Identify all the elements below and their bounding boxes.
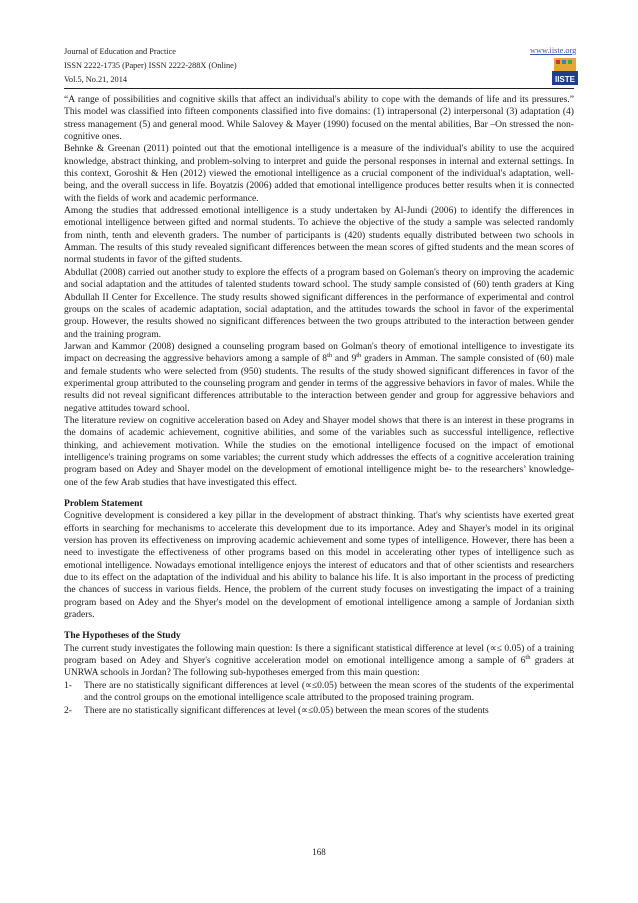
iiste-logo: [552, 58, 578, 85]
hypothesis-1-number: 1-: [64, 679, 72, 691]
paragraph-7: Cognitive development is considered a key pillar in the development of abstract thinking. That's why scientists have exerted great efforts in searching for mechanisms to accelerate this development due to its importance. Adey and Shayer's model in its original version has proven its effectiveness on improving academic achievement and some types of intelligence. However, there has been a need to investigate the effectiveness of other programs based on this model in accelerating other types of intelligence such as emotional intelligence. Nowadays emotional intelligence enjoys the interest of educators and that of other scientists and researchers due to its effect on the adaptation of the individual and his ability to balance his life. It is also important in the process of predicting the chances of success in various fields. Hence, the problem of the current study focuses on investigating the impact of a training program based on Adey and the Shyer's model on the development of emotional intelligence among a sample of Jordanian sixth graders.: [64, 510, 574, 621]
article-body: [64, 94, 574, 717]
paragraph-5: Jarwan and Kammor (2008) designed a counseling program based on Golman's theory of emotional intelligence to investigate its impact on decreasing the aggressive behaviors among a sample of 8th and 9th graders in Amman. The sample consisted of (60) male and female students who were selected from (950) students. The results of the study showed significant differences in favor of the experimental group attributed to the counseling program and gender in terms of the aggressive behaviors in favor of males. While the results did not reveal significant differences attributable to the interaction between gender and group for aggressive behaviors and negative attitudes toward school.: [64, 340, 574, 414]
heading-problem-statement: Problem Statement: [64, 498, 143, 509]
page-number: 168: [312, 847, 326, 857]
header-rule: [64, 88, 574, 89]
issn-line: ISSN 2222-1735 (Paper) ISSN 2222-288X (Online): [64, 61, 237, 70]
paragraph-4: Abdullat (2008) carried out another study to explore the effects of a program based on Goleman's theory on improving the academic and social adaptation and the attitudes of talented students toward school. The study sample consisted of (60) tenth graders at King Abdullah II Center for Excellence. The study results showed significant differences in the performance of experimental and control groups on the scales of academic adaptation, social adaptation, and the attitudes towards the school in favor of the experimental group. However, the results showed no significant differences between the two groups attributed to the interaction between gender and the training program.: [64, 266, 574, 340]
paragraph-3: Among the studies that addressed emotional intelligence is a study undertaken by Al-Jundi (2006) to identify the differences in emotional intelligence between gifted and normal students. To achieve the objective of the study a sample was selected randomly from ninth, tenth and eleventh graders. The number of participants is (420) students equally distributed between two schools in Amman. The results of this study revealed significant differences between the mean scores of gifted students and the mean scores of normal students in favor of the gifted students.: [64, 205, 574, 266]
paragraph-2: Behnke & Greenan (2011) pointed out that the emotional intelligence is a measure of the individual's ability to use the acquired knowledge, abstract thinking, and problem-solving to interpret and guide the personal responses in internal and external settings. In this context, Goroshit & Hen (2012) viewed the emotional intelligence as a crucial component of the individual's adaptation, well-being, and the overall success in life. Boyatzis (2006) added that emotional intelligence produces better results when it is connected with the fields of work and academic performance.: [64, 143, 574, 204]
journal-title: Journal of Education and Practice: [64, 47, 176, 56]
heading-hypotheses: The Hypotheses of the Study: [64, 630, 181, 642]
hypothesis-2: [64, 705, 574, 717]
hypothesis-2-text: There are no statistically significant differences at level (∝≤0.05) between the mean scores of the students: [84, 704, 489, 716]
hypothesis-1: [64, 680, 574, 705]
journal-url-link[interactable]: www.iiste.org: [530, 46, 577, 55]
paragraph-6: The literature review on cognitive acceleration based on Adey and Shayer model shows that there is an interest in these programs in the domains of academic achievement, cognitive abilities, and some of the variables such as successful intelligence, reflective thinking, and achievement motivation. While the studies on the emotional intelligence focused on the impact of emotional intelligence's training programs on some variables; the current study which addresses the effects of a cognitive acceleration training program based on Adey and Shayer model on the development of emotional intelligence might be- to the researchers’ knowledge- one of the few Arab studies that have investigated this effect.: [64, 414, 574, 488]
volume-line: Vol.5, No.21, 2014: [64, 75, 127, 84]
logo-text: IISTE: [554, 75, 576, 84]
paragraph-1: “A range of possibilities and cognitive skills that affect an individual's ability to cope with the demands of life and its pressures.” This model was classified into fifteen components classified into five domains: (1) intrapersonal (2) interpersonal (3) adaptation (4) stress management (5) and general mood. While Salovey & Mayer (1990) focused on the mental abilities, Bar –On stressed the non-cognitive ones.: [64, 94, 574, 143]
hypothesis-1-text: There are no statistically significant differences at level (∝≤0.05) between the mean scores of the students of the experimental and the control groups on the emotional intelligence scale attributed to the proposed training program.: [84, 679, 574, 704]
hypothesis-2-number: 2-: [64, 704, 72, 716]
paragraph-8: The current study investigates the following main question: Is there a significant statistical difference at level (∝≤ 0.05) of a training program based on Adey and Shyer's cognitive acceleration model on emotional intelligence among a sample of 6th graders at UNRWA schools in Jordan? The following sub-hypotheses emerged from this main question:: [64, 642, 575, 679]
